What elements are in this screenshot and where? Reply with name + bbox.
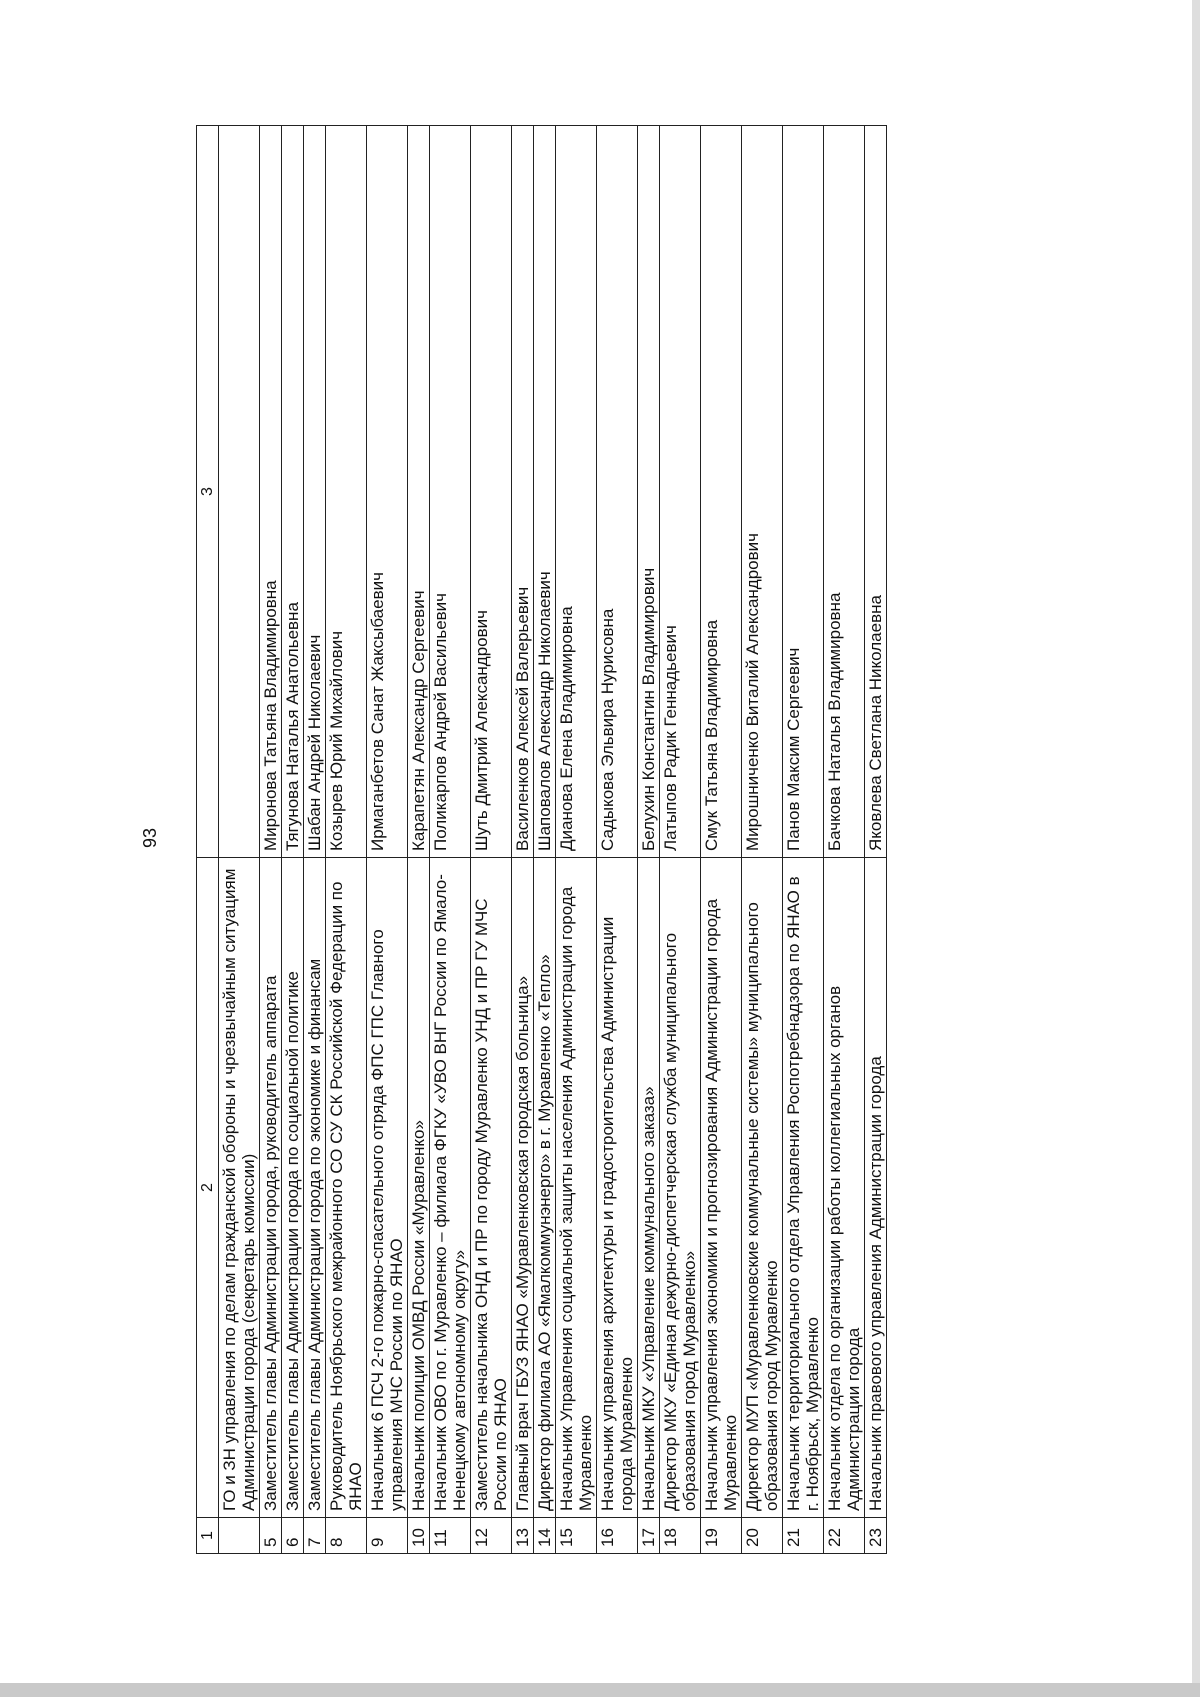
header-col-1: 1	[197, 1518, 219, 1554]
row-number-cell: 10	[408, 1518, 430, 1554]
table-row	[326, 126, 367, 1554]
row-number-cell: 5	[260, 1518, 282, 1554]
position-cell: Начальник территориального отдела Управления Роспотребнадзора по ЯНАО в г. Ноябрьск, Муравленко	[783, 858, 824, 1518]
position-cell: Начальник МКУ «Управление коммунального заказа»	[638, 858, 660, 1518]
position-cell: Директор филиала АО «Ямалкоммунэнерго» в г. Муравленко «Тепло»	[534, 858, 556, 1518]
table-row	[701, 126, 742, 1554]
table-row	[408, 126, 430, 1554]
header-col-3: 3	[197, 126, 219, 858]
table-row	[512, 126, 534, 1554]
row-number-cell: 11	[430, 1518, 471, 1554]
row-number-cell: 9	[367, 1518, 408, 1554]
row-number-cell: 20	[742, 1518, 783, 1554]
page-number: 93	[140, 827, 160, 848]
commission-table-container	[196, 126, 887, 1554]
position-cell: Начальник полиции ОМВД России «Муравленко»	[408, 858, 430, 1518]
table-row	[742, 126, 783, 1554]
position-cell: Директор МУП «Муравленковские коммунальные системы» муниципального образования город Муравленко	[742, 858, 783, 1518]
row-number-cell: 7	[304, 1518, 326, 1554]
row-number-cell: 22	[824, 1518, 865, 1554]
table-row	[638, 126, 660, 1554]
row-number-cell: 19	[701, 1518, 742, 1554]
member-name-cell: Дианова Елена Владимировна	[556, 126, 597, 858]
member-name-cell: Ирмаганбетов Санат Жаксыбаевич	[367, 126, 408, 858]
member-name-cell: Козырев Юрий Михайлович	[326, 126, 367, 858]
table-row	[282, 126, 304, 1554]
position-cell: Начальник правового управления Администрации города	[865, 858, 887, 1518]
table-row	[597, 126, 638, 1554]
row-number-cell: 14	[534, 1518, 556, 1554]
row-number-cell: 21	[783, 1518, 824, 1554]
row-number-cell: 15	[556, 1518, 597, 1554]
position-cell: ГО и ЗН управления по делам гражданской обороны и чрезвычайным ситуациям Администрации города (секретарь комиссии)	[219, 858, 260, 1518]
row-number-cell: 8	[326, 1518, 367, 1554]
commission-table	[196, 125, 887, 1554]
position-cell: Начальник Управления социальной защиты населения Администрации города Муравленко	[556, 858, 597, 1518]
member-name-cell: Садыкова Эльвира Нурисовна	[597, 126, 638, 858]
member-name-cell: Карапетян Александр Сергеевич	[408, 126, 430, 858]
row-number-cell	[219, 1518, 260, 1554]
member-name-cell: Яковлева Светлана Николаевна	[865, 126, 887, 858]
position-cell: Директор МКУ «Единая дежурно-диспетчерская служба муниципального образования город Муравленко»	[660, 858, 701, 1518]
member-name-cell: Мирошниченко Виталий Александрович	[742, 126, 783, 858]
header-col-2: 2	[197, 858, 219, 1518]
position-cell: Главный врач ГБУЗ ЯНАО «Муравленковская городская больница»	[512, 858, 534, 1518]
table-row	[660, 126, 701, 1554]
page-edge-right	[1192, 0, 1200, 1697]
position-cell: Начальник ОВО по г. Муравленко – филиала ФГКУ «УВО ВНГ России по Ямало-Ненецкому автономному округу»	[430, 858, 471, 1518]
table-row	[865, 126, 887, 1554]
member-name-cell: Белухин Константин Владимирович	[638, 126, 660, 858]
position-cell: Заместитель главы Администрации города по социальной политике	[282, 858, 304, 1518]
member-name-cell: Тягунова Наталья Анатольевна	[282, 126, 304, 858]
row-number-cell: 16	[597, 1518, 638, 1554]
position-cell: Руководитель Ноябрьского межрайонного СО СУ СК Российской Федерации по ЯНАО	[326, 858, 367, 1518]
member-name-cell: Шабан Андрей Николаевич	[304, 126, 326, 858]
member-name-cell: Шуть Дмитрий Александрович	[471, 126, 512, 858]
table-header-row	[197, 126, 219, 1554]
member-name-cell	[219, 126, 260, 858]
row-number-cell: 17	[638, 1518, 660, 1554]
member-name-cell: Латыпов Радик Геннадьевич	[660, 126, 701, 858]
table-row	[824, 126, 865, 1554]
row-number-cell: 13	[512, 1518, 534, 1554]
position-cell: Начальник отдела по организации работы коллегиальных органов Администрации города	[824, 858, 865, 1518]
member-name-cell: Миронова Татьяна Владимировна	[260, 126, 282, 858]
position-cell: Заместитель главы Администрации города по экономике и финансам	[304, 858, 326, 1518]
member-name-cell: Смук Татьяна Владимировна	[701, 126, 742, 858]
table-row	[219, 126, 260, 1554]
position-cell: Начальник управления архитектуры и градостроительства Администрации города Муравленко	[597, 858, 638, 1518]
position-cell: Заместитель начальника ОНД и ПР по городу Муравленко УНД и ПР ГУ МЧС России по ЯНАО	[471, 858, 512, 1518]
member-name-cell: Шаповалов Александр Николаевич	[534, 126, 556, 858]
table-row	[430, 126, 471, 1554]
row-number-cell: 23	[865, 1518, 887, 1554]
row-number-cell: 12	[471, 1518, 512, 1554]
table-row	[556, 126, 597, 1554]
table-row	[534, 126, 556, 1554]
table-row	[471, 126, 512, 1554]
table-row	[304, 126, 326, 1554]
member-name-cell: Василенков Алексей Валерьевич	[512, 126, 534, 858]
member-name-cell: Бачкова Наталья Владимировна	[824, 126, 865, 858]
member-name-cell: Панов Максим Сергеевич	[783, 126, 824, 858]
member-name-cell: Поликарпов Андрей Васильевич	[430, 126, 471, 858]
row-number-cell: 6	[282, 1518, 304, 1554]
table-row	[260, 126, 282, 1554]
row-number-cell: 18	[660, 1518, 701, 1554]
position-cell: Начальник 6 ПСЧ 2-го пожарно-спасательного отряда ФПС ГПС Главного управления МЧС России по ЯНАО	[367, 858, 408, 1518]
position-cell: Заместитель главы Администрации города, руководитель аппарата	[260, 858, 282, 1518]
table-row	[367, 126, 408, 1554]
table-row	[783, 126, 824, 1554]
page-edge-bottom	[0, 1683, 1200, 1697]
position-cell: Начальник управления экономики и прогнозирования Администрации города Муравленко	[701, 858, 742, 1518]
